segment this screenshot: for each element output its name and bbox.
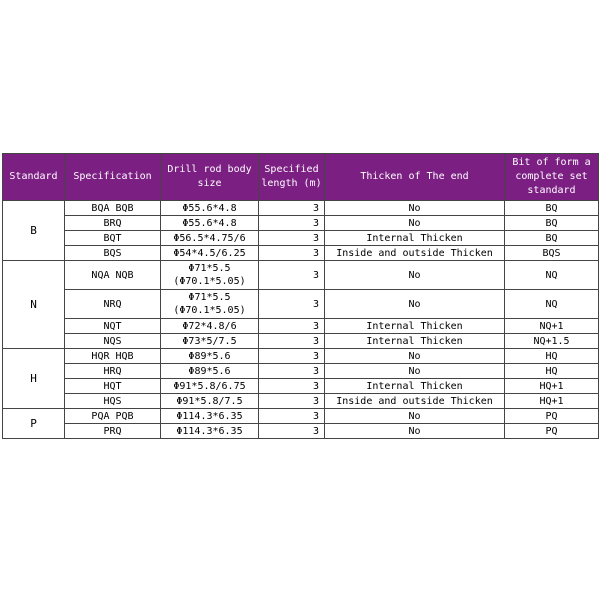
- table-row: [3, 201, 599, 216]
- specification-cell: NQA NQB: [65, 261, 161, 290]
- length-cell: 3: [259, 290, 325, 319]
- table-row: [3, 424, 599, 439]
- table-row: [3, 364, 599, 379]
- thicken-cell: No: [325, 261, 505, 290]
- header-thicken-end: Thicken of The end: [325, 154, 505, 201]
- thicken-cell: No: [325, 216, 505, 231]
- bit-standard-cell: BQ: [505, 201, 599, 216]
- rod-size-cell: Φ91*5.8/6.75: [161, 379, 259, 394]
- length-cell: 3: [259, 319, 325, 334]
- specification-cell: HQT: [65, 379, 161, 394]
- thicken-cell: No: [325, 349, 505, 364]
- table-row: [3, 231, 599, 246]
- rod-size-cell: Φ114.3*6.35: [161, 424, 259, 439]
- bit-standard-cell: HQ: [505, 364, 599, 379]
- header-rod-body-size: Drill rod body size: [161, 154, 259, 201]
- specification-cell: BRQ: [65, 216, 161, 231]
- rod-size-cell: Φ72*4.8/6: [161, 319, 259, 334]
- length-cell: 3: [259, 424, 325, 439]
- thicken-cell: Internal Thicken: [325, 231, 505, 246]
- table-row: [3, 246, 599, 261]
- rod-size-cell: Φ56.5*4.75/6: [161, 231, 259, 246]
- specification-cell: HQR HQB: [65, 349, 161, 364]
- rod-size-cell: Φ73*5/7.5: [161, 334, 259, 349]
- length-cell: 3: [259, 409, 325, 424]
- table-body: [3, 201, 599, 439]
- thicken-cell: No: [325, 424, 505, 439]
- specification-cell: BQT: [65, 231, 161, 246]
- table-row: [3, 349, 599, 364]
- specification-cell: NRQ: [65, 290, 161, 319]
- thicken-cell: No: [325, 290, 505, 319]
- length-cell: 3: [259, 379, 325, 394]
- specification-cell: NQT: [65, 319, 161, 334]
- header-bit-standard: Bit of form a complete set standard: [505, 154, 599, 201]
- standard-cell: P: [3, 409, 65, 439]
- specification-cell: HQS: [65, 394, 161, 409]
- header-specification: Specification: [65, 154, 161, 201]
- bit-standard-cell: PQ: [505, 424, 599, 439]
- specification-cell: PRQ: [65, 424, 161, 439]
- table-row: [3, 409, 599, 424]
- length-cell: 3: [259, 349, 325, 364]
- table-row: [3, 334, 599, 349]
- length-cell: 3: [259, 334, 325, 349]
- rod-size-cell: Φ71*5.5 (Φ70.1*5.05): [161, 261, 259, 290]
- drill-rod-spec-table: [2, 153, 599, 439]
- thicken-cell: No: [325, 364, 505, 379]
- thicken-cell: Inside and outside Thicken: [325, 246, 505, 261]
- rod-size-cell: Φ89*5.6: [161, 349, 259, 364]
- thicken-cell: Inside and outside Thicken: [325, 394, 505, 409]
- bit-standard-cell: HQ+1: [505, 379, 599, 394]
- rod-size-cell: Φ55.6*4.8: [161, 216, 259, 231]
- header-row: [3, 154, 599, 201]
- bit-standard-cell: NQ: [505, 290, 599, 319]
- specification-cell: PQA PQB: [65, 409, 161, 424]
- length-cell: 3: [259, 231, 325, 246]
- bit-standard-cell: BQ: [505, 216, 599, 231]
- rod-size-cell: Φ71*5.5 (Φ70.1*5.05): [161, 290, 259, 319]
- thicken-cell: Internal Thicken: [325, 379, 505, 394]
- specification-cell: BQS: [65, 246, 161, 261]
- thicken-cell: No: [325, 201, 505, 216]
- bit-standard-cell: NQ+1.5: [505, 334, 599, 349]
- thicken-cell: Internal Thicken: [325, 319, 505, 334]
- bit-standard-cell: BQS: [505, 246, 599, 261]
- thicken-cell: Internal Thicken: [325, 334, 505, 349]
- standard-cell: B: [3, 201, 65, 261]
- table-row: [3, 290, 599, 319]
- table-row: [3, 261, 599, 290]
- table-row: [3, 319, 599, 334]
- rod-size-cell: Φ54*4.5/6.25: [161, 246, 259, 261]
- table-row: [3, 379, 599, 394]
- length-cell: 3: [259, 246, 325, 261]
- length-cell: 3: [259, 364, 325, 379]
- bit-standard-cell: HQ: [505, 349, 599, 364]
- specification-cell: NQS: [65, 334, 161, 349]
- standard-cell: H: [3, 349, 65, 409]
- rod-size-cell: Φ55.6*4.8: [161, 201, 259, 216]
- standard-cell: N: [3, 261, 65, 349]
- bit-standard-cell: NQ+1: [505, 319, 599, 334]
- bit-standard-cell: HQ+1: [505, 394, 599, 409]
- bit-standard-cell: PQ: [505, 409, 599, 424]
- rod-size-cell: Φ91*5.8/7.5: [161, 394, 259, 409]
- header-specified-length: Specified length (m): [259, 154, 325, 201]
- thicken-cell: No: [325, 409, 505, 424]
- header-standard: Standard: [3, 154, 65, 201]
- table-row: [3, 394, 599, 409]
- rod-size-cell: Φ89*5.6: [161, 364, 259, 379]
- length-cell: 3: [259, 394, 325, 409]
- specification-cell: BQA BQB: [65, 201, 161, 216]
- table-row: [3, 216, 599, 231]
- length-cell: 3: [259, 261, 325, 290]
- length-cell: 3: [259, 216, 325, 231]
- bit-standard-cell: NQ: [505, 261, 599, 290]
- length-cell: 3: [259, 201, 325, 216]
- bit-standard-cell: BQ: [505, 231, 599, 246]
- specification-cell: HRQ: [65, 364, 161, 379]
- rod-size-cell: Φ114.3*6.35: [161, 409, 259, 424]
